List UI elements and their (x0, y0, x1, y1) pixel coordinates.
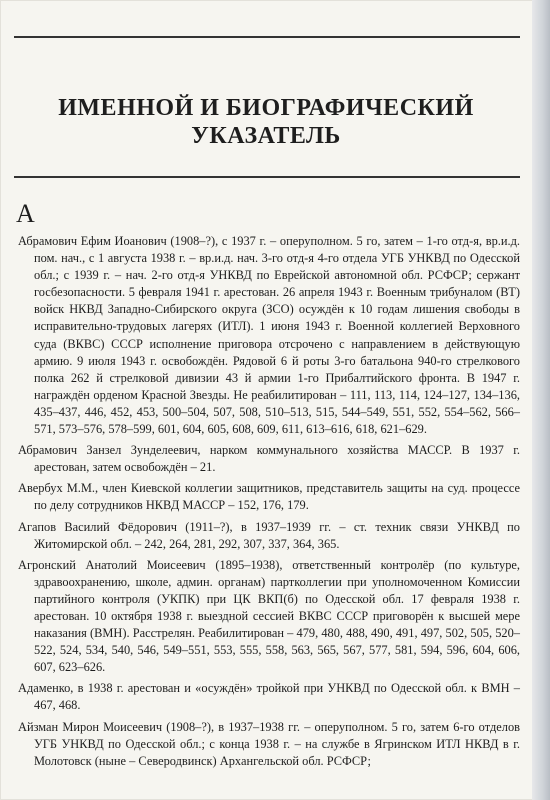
index-entries (18, 233, 520, 774)
page-title: ИМЕННОЙ И БИОГРАФИЧЕСКИЙ УКАЗАТЕЛЬ (58, 95, 474, 149)
index-entry: Агронский Анатолий Моисеевич (1895–1938), ответственный контролёр (по культуре, здравоохранению, школе, админ. органам) партколлегии при уполномоченном Комиссии партийного контроля (УКПК) при ЦК ВКП(б) по Одесской обл. 17 февраля 1938 г. арестован. 10 октября 1938 г. выездной сессией ВКВС СССР приговорён к высшей мере наказания (ВМН). Расстрелян. Реабилитирован – 479, 480, 488, 490, 491, 497, 502, 505, 520–522, 524, 534, 540, 546, 549–551, 553, 555, 558, 563, 565, 567, 577, 581, 594, 596, 604, 606, 607, 623–626. (18, 557, 520, 675)
index-entry: Агапов Василий Фёдорович (1911–?), в 1937–1939 гг. – ст. техник связи УНКВД по Житомирской обл. – 242, 264, 281, 292, 307, 337, 364, 365. (18, 519, 520, 551)
index-entry: Адаменко, в 1938 г. арестован и «осуждён» тройкой при УНКВД по Одесской обл. к ВМН – 467, 468. (18, 681, 520, 713)
index-entry: Авербух М.М., член Киевской коллегии защитников, представитель защиты на суд. процессе по делу сотрудников НКВД МАССР – 152, 176, 179. (18, 481, 520, 513)
index-entry: Абрамович Ефим Иоанович (1908–?), с 1937 г. – оперуполном. 5 го, затем – 1-го отд-я, вр.и.д. пом. нач., с 1 августа 1938 г. – вр.и.д. нач. 3-го отд-я 4-го отдела УГБ УНКВД по Одесской обл.; с 1939 г. – нач. 2-го отд-я УНКВД по Еврейской автономной обл. РСФСР; сержант госбезопасности. 5 февраля 1941 г. арестован. 26 апреля 1943 г. Военным трибуналом (ВТ) войск НКВД Западно-Сибирского округа (ЗСО) осуждён к 10 годам лишения свободы в исправительно-трудовых лагерях (ИТЛ). 1 июня 1943 г. Военной коллегией Верховного суда (ВКВС) СССР исполнение приговора отсрочено с направлением в действующую армию. 9 июля 1943 г. освобождён. Рядовой 6 й роты 3-го батальона 940-го стрелкового полка 262 й стрелковой дивизии 43 й армии 1-го Прибалтийского фронта. В 1947 г. награждён орденом Красной Звезды. Не реабилитирован – 111, 113, 114, 124–127, 134–136, 435–437, 446, 452, 453, 500–504, 507, 508, 510–513, 515, 544–549, 551, 552, 554–562, 566–571, 573–576, 578–599, 601, 604, 605, 608, 609, 611, 613–616, 618, 621–629. (18, 234, 520, 437)
title-rule (14, 176, 520, 178)
page-edge-shadow (532, 0, 550, 800)
section-letter: А (16, 199, 35, 228)
top-rule (14, 36, 520, 38)
index-entry: Айзман Мирон Моисеевич (1908–?), в 1937–1938 гг. – оперуполном. 5 го, затем 6-го отделов УГБ УНКВД по Одесской обл.; с конца 1938 г. – на службе в Ягринском ИТЛ НКВД в г. Молотовск (ныне – Северодвинск) Архангельской обл. РСФСР; (18, 719, 520, 768)
index-entry: Абрамович Занзел Зунделеевич, нарком коммунального хозяйства МАССР. В 1937 г. арестован, затем освобождён – 21. (18, 443, 520, 475)
